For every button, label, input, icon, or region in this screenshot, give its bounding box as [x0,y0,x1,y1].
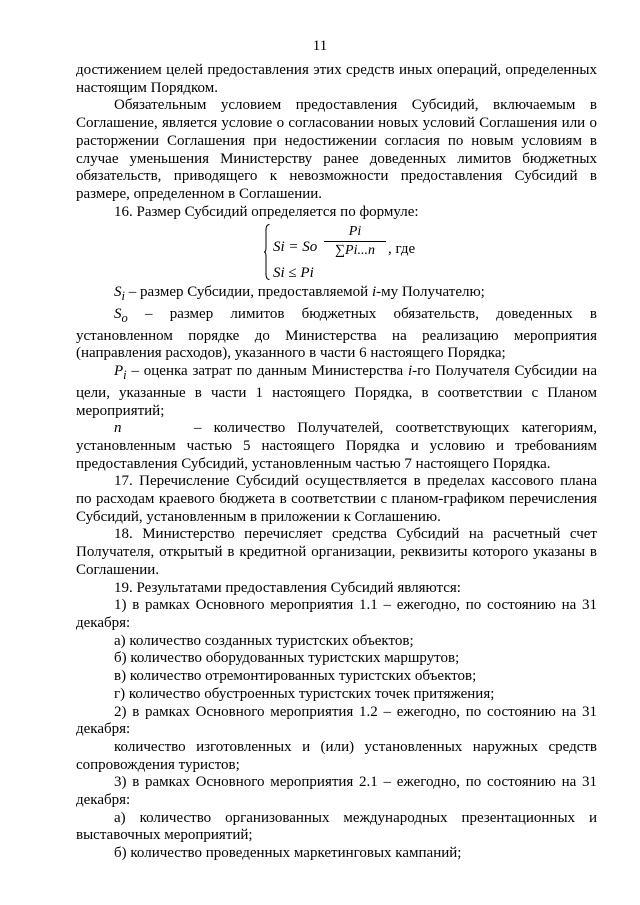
subsidy-formula [76,222,597,284]
fraction-bar [324,241,386,242]
formula-constraint: Si ≤ Pi [273,265,314,282]
definition-text: -му Получателю; [376,284,485,301]
symbol-n: n [114,420,122,437]
document-body [76,62,597,863]
definition-text: -го Получателя Субсидии на цели, указанные в части 1 настоящего Порядка, в соответствии с Планом мероприятий; [76,363,597,419]
symbol-s: S [114,284,122,301]
formula-where: , где [388,241,416,258]
symbol-sub: i [121,289,125,304]
list-item: 1) в рамках Основного мероприятия 1.1 – ежегодно, по состоянию на 31 декабря: [76,597,597,631]
formula-brace [264,224,270,280]
page-number: 11 [312,38,328,54]
list-item: в) количество отремонтированных туристских объектов; [114,668,477,685]
definition-text: – размер лимитов бюджетных обязательств, доведенных в установленном порядке до Министерства на реализацию мероприятия (направления расходов), указанного в части 6 настоящего Порядка; [76,306,597,362]
definition-text: – оценка затрат по данным Министерства [126,363,408,380]
symbol-sub: i [123,368,127,383]
paragraph-16: 16. Размер Субсидий определяется по формуле: [114,203,419,220]
definition-si [76,284,597,306]
symbol-s: S [114,306,122,323]
symbol-sub: o [121,311,128,326]
symbol-i: i [371,284,377,301]
formula-fraction [324,224,386,259]
list-item: б) количество оборудованных туристских маршрутов; [114,650,460,667]
formula-lhs: Si = So [273,239,318,256]
list-item: а) количество созданных туристских объектов; [114,632,414,649]
paragraph: достижением целей предоставления этих средств иных операций, определенных настоящим Порядком. [76,62,597,96]
formula-denominator: ∑Pi...n [335,243,375,259]
list-item: количество изготовленных и (или) установленных наружных средств сопровождения туристов; [76,738,597,773]
list-item: б) количество проведенных маркетинговых кампаний; [114,845,462,862]
definition-so [76,306,597,363]
definition-text: – количество Получателей, соответствующих категориям, установленным частью 5 настоящего Порядка и условию и требованиям предоставления Субсидий, установленным частью 7 настоящего Порядка. [76,420,597,472]
formula-numerator: Pi [348,224,362,240]
symbol-i: i [407,363,413,380]
paragraph-19: 19. Результатами предоставления Субсидий являются: [114,579,461,596]
symbol-p: P [114,363,124,380]
list-item: г) количество обустроенных туристских точек притяжения; [114,685,495,702]
paragraph-17: 17. Перечисление Субсидий осуществляется в пределах кассового плана по расходам краевого бюджета в соответствии с планом-графиком перечисления Субсидий, установленным в приложении к Соглашению. [76,473,597,525]
list-item: а) количество организованных международных презентационных и выставочных мероприятий; [76,809,597,844]
definition-n [76,420,597,473]
definition-pi [76,363,597,420]
list-item: 3) в рамках Основного мероприятия 2.1 – ежегодно, по состоянию на 31 декабря: [76,774,597,809]
list-item: 2) в рамках Основного мероприятия 1.2 – ежегодно, по состоянию на 31 декабря: [76,703,597,738]
paragraph-18: 18. Министерство перечисляет средства Субсидий на расчетный счет Получателя, открытый в кредитной организации, реквизиты которого указаны в Соглашении. [76,526,597,578]
definition-text: – размер Субсидии, предоставляемой [124,284,372,301]
paragraph: Обязательным условием предоставления Субсидий, включаемым в Соглашение, является условие о согласовании новых условий Соглашения или о расторжении Соглашения при недостижении согласия по новым условиям в случае уменьшения Министерству ранее доведенных лимитов бюджетных обязательств, приводящего к невозможности предоставления Субсидий в размере, определенном в Соглашении. [76,97,597,202]
